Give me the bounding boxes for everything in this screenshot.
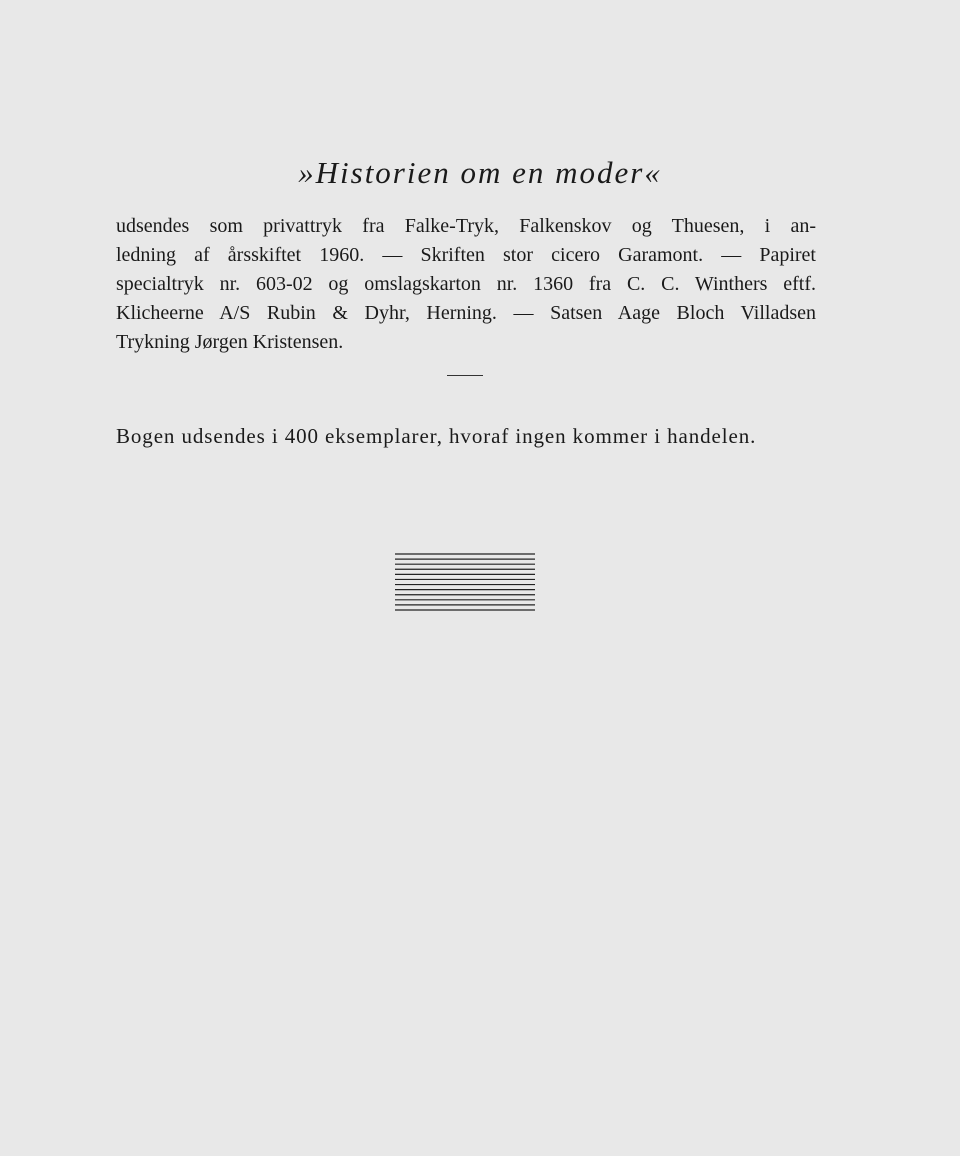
book-title: »Historien om en moder« bbox=[298, 155, 662, 190]
colophon-line: specialtryk nr. 603-02 og omslagskarton nr. 1360 fra C. C. Winthers eftf. bbox=[116, 273, 816, 295]
colophon-line: Trykning Jørgen Kristensen. bbox=[116, 331, 344, 353]
colophon-text bbox=[116, 212, 816, 357]
colophon-line: ledning af årsskiftet 1960. — Skriften stor cicero Garamont. — Papiret bbox=[116, 244, 816, 266]
horizontal-lines-ornament-icon bbox=[395, 553, 535, 611]
colophon-line: udsendes som privattryk fra Falke-Tryk, Falkenskov og Thuesen, i an- bbox=[116, 215, 816, 237]
colophon-line: Klicheerne A/S Rubin & Dyhr, Herning. — Satsen Aage Bloch Villadsen bbox=[116, 302, 816, 324]
divider-rule bbox=[447, 375, 483, 376]
edition-note: Bogen udsendes i 400 eksemplarer, hvoraf ingen kommer i handelen. bbox=[116, 424, 757, 448]
